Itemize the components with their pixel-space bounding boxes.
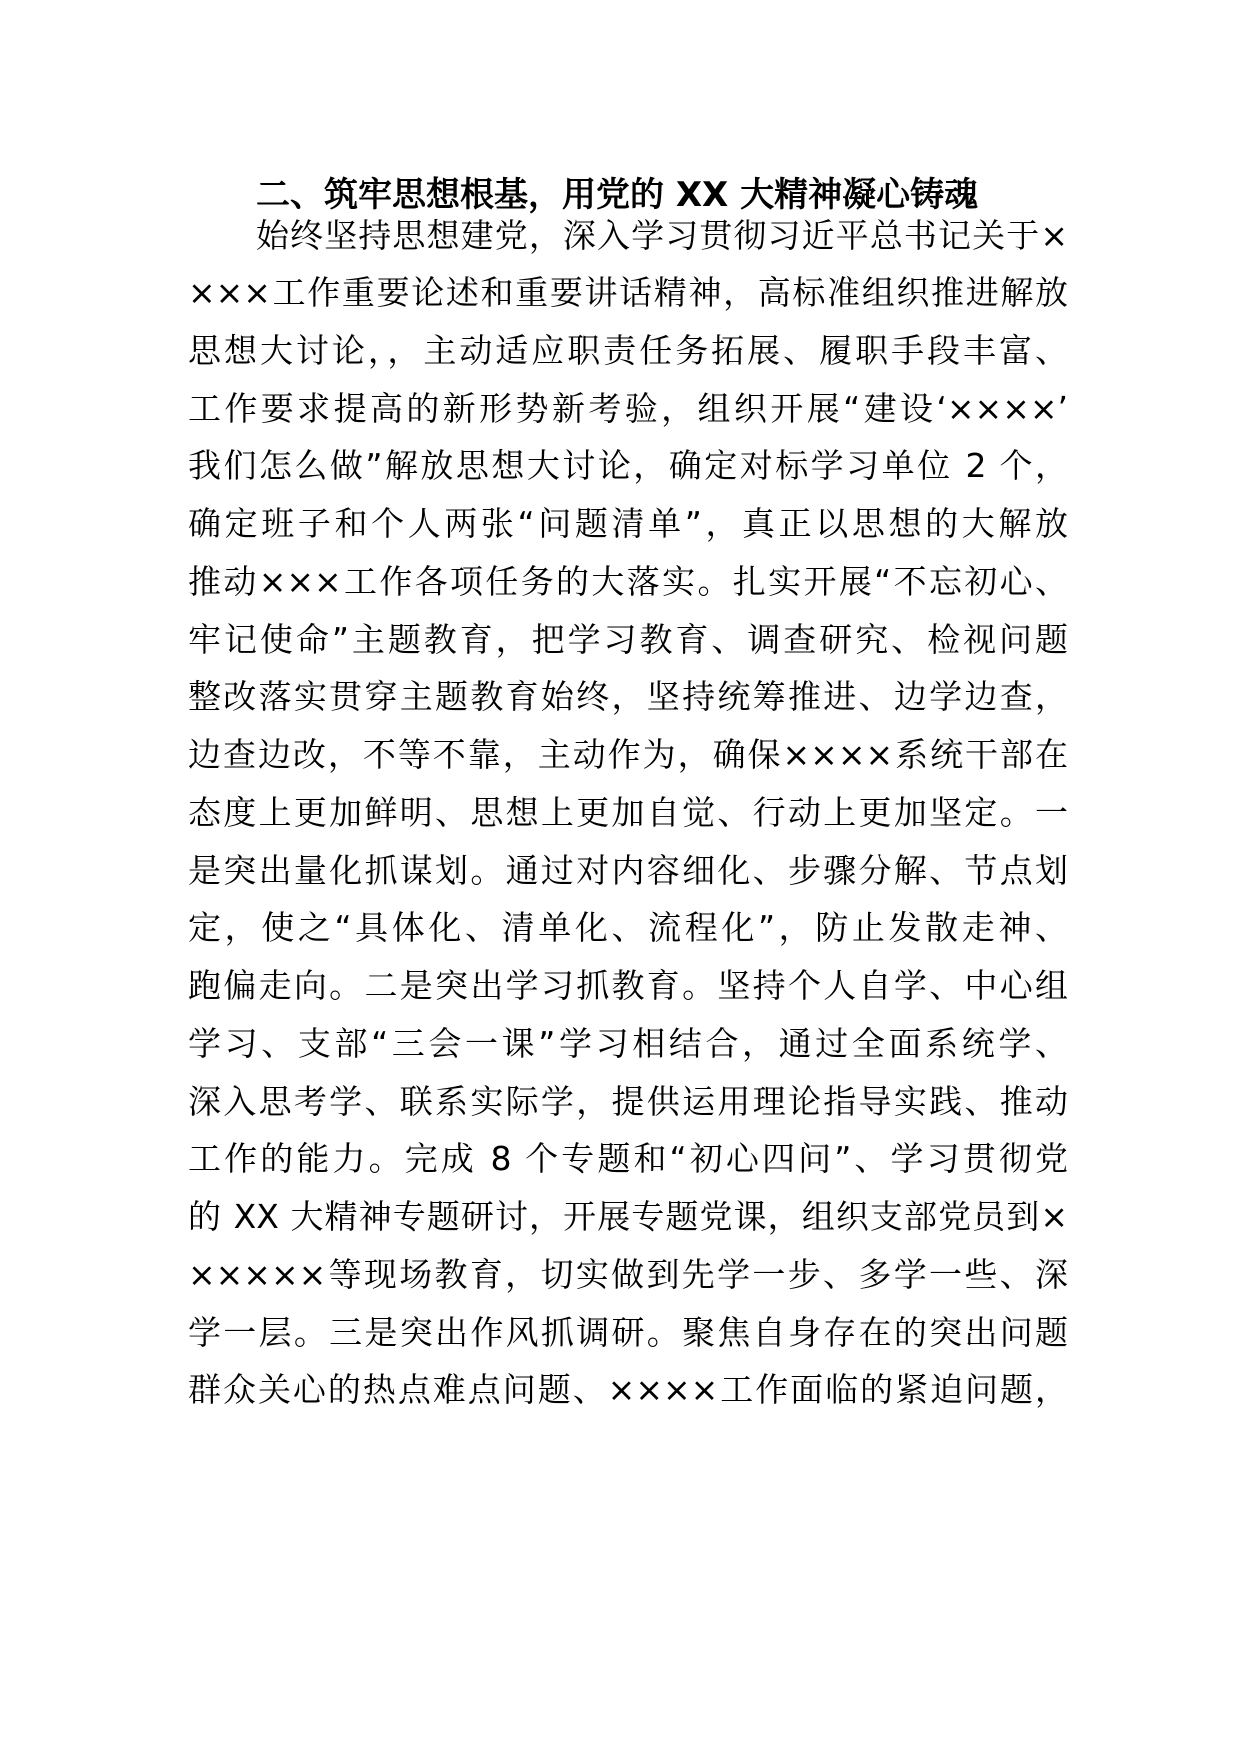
paragraph-line: 深入思考学、联系实际学，提供运用理论指导实践、推动	[188, 1082, 1068, 1121]
paragraph-line: 我们怎么做”解放思想大讨论，确定对标学习单位 2 个，	[188, 446, 1068, 485]
paragraph-line: 思想大讨论，，主动适应职责任务拓展、履职手段丰富、	[188, 331, 1068, 370]
paragraph-line: 确定班子和个人两张“问题清单”，真正以思想的大解放	[188, 504, 1068, 543]
paragraph-line: 定，使之“具体化、清单化、流程化”，防止发散走神、	[188, 908, 1068, 947]
section-heading: 二、筑牢思想根基，用党的 XX 大精神凝心铸魂	[256, 175, 979, 215]
paragraph-line: 牢记使命”主题教育，把学习教育、调查研究、检视问题	[188, 620, 1068, 659]
paragraph-line: 整改落实贯穿主题教育始终，坚持统筹推进、边学边查，	[188, 677, 1068, 716]
paragraph-line: ×××工作重要论述和重要讲话精神，高标准组织推进解放	[188, 273, 1068, 312]
paragraph-line: ×××××等现场教育，切实做到先学一步、多学一些、深	[188, 1255, 1068, 1294]
paragraph-line: 工作的能力。完成 8 个专题和“初心四问”、学习贯彻党	[188, 1139, 1068, 1178]
paragraph-line: 态度上更加鲜明、思想上更加自觉、行动上更加坚定。一	[188, 793, 1068, 832]
paragraph-line: 工作要求提高的新形势新考验，组织开展“建设‘××××’	[188, 389, 1068, 428]
paragraph-line: 的 XX 大精神专题研讨，开展专题党课，组织支部党员到×	[188, 1197, 1068, 1236]
paragraph-line: 学习、支部“三会一课”学习相结合，通过全面系统学、	[188, 1024, 1068, 1063]
paragraph-line: 推动×××工作各项任务的大落实。扎实开展“不忘初心、	[188, 562, 1068, 601]
paragraph-line: 跑偏走向。二是突出学习抓教育。坚持个人自学、中心组	[188, 966, 1068, 1005]
paragraph-line: 始终坚持思想建党，深入学习贯彻习近平总书记关于×	[256, 216, 1068, 255]
paragraph-line: 群众关心的热点难点问题、××××工作面临的紧迫问题，	[188, 1370, 1068, 1409]
paragraph-line: 学一层。三是突出作风抓调研。聚焦自身存在的突出问题	[188, 1313, 1068, 1352]
paragraph-line: 边查边改，不等不靠，主动作为，确保××××系统干部在	[188, 735, 1068, 774]
paragraph-line: 是突出量化抓谋划。通过对内容细化、步骤分解、节点划	[188, 851, 1068, 890]
